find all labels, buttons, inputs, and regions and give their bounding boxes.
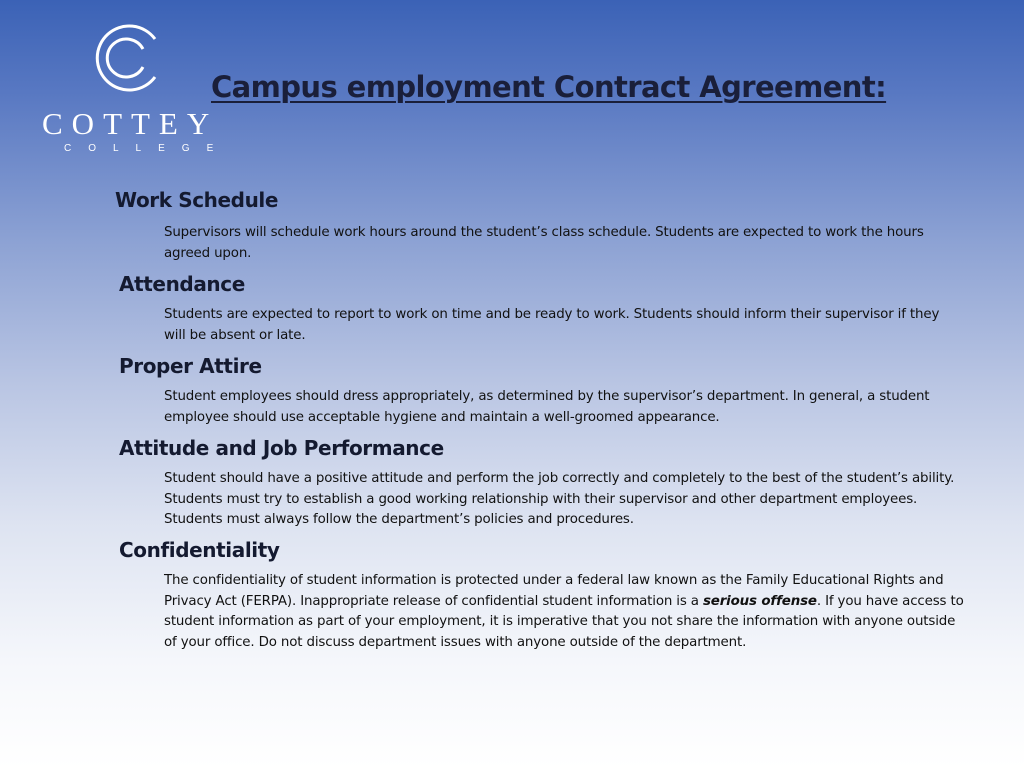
logo-subtitle: COLLEGE (64, 143, 231, 154)
section-heading-confidentiality: Confidentiality (119, 538, 280, 562)
section-heading-attitude-job-performance: Attitude and Job Performance (119, 436, 444, 460)
serious-offense-emphasis: serious offense (702, 593, 817, 609)
section-body-confidentiality (164, 571, 964, 653)
logo-wordmark: COTTEY (42, 106, 219, 141)
section-body-attendance: Students are expected to report to work on time and be ready to work. Students should inform their supervisor if they will be absent or late. (164, 307, 940, 343)
section-body-attitude-job-performance: Student should have a positive attitude and perform the job correctly and completely to the best of the student’s ability. Students must try to establish a good working relationship with their supervisor and other department employees. Students must always follow the department’s policies and procedures. (164, 471, 955, 528)
section-body-work-schedule: Supervisors will schedule work hours around the student’s class schedule. Students are expected to work the hours agreed upon. (164, 225, 924, 261)
confidentiality-text-part-1: The confidentiality of student information is protected under a federal law known as the Family Educational Rights and Privacy Act (FERPA). Inappropriate release of confidential student information is a (164, 573, 944, 609)
cottey-c-logo-icon (90, 22, 162, 94)
page-title: Campus employment Contract Agreement: (211, 70, 887, 104)
section-heading-proper-attire: Proper Attire (119, 354, 262, 378)
section-body-proper-attire: Student employees should dress appropriately, as determined by the supervisor’s department. In general, a student employee should use acceptable hygiene and maintain a well-groomed appearance. (164, 389, 930, 425)
section-heading-work-schedule: Work Schedule (115, 188, 279, 212)
section-heading-attendance: Attendance (119, 272, 245, 296)
cottey-college-logo (40, 22, 231, 162)
confidentiality-text-part-2: . If you have access to student information as part of your employment, it is imperative that you not share the information with anyone outside of your office. Do not discuss department issues with anyone outside of the department. (164, 593, 964, 650)
